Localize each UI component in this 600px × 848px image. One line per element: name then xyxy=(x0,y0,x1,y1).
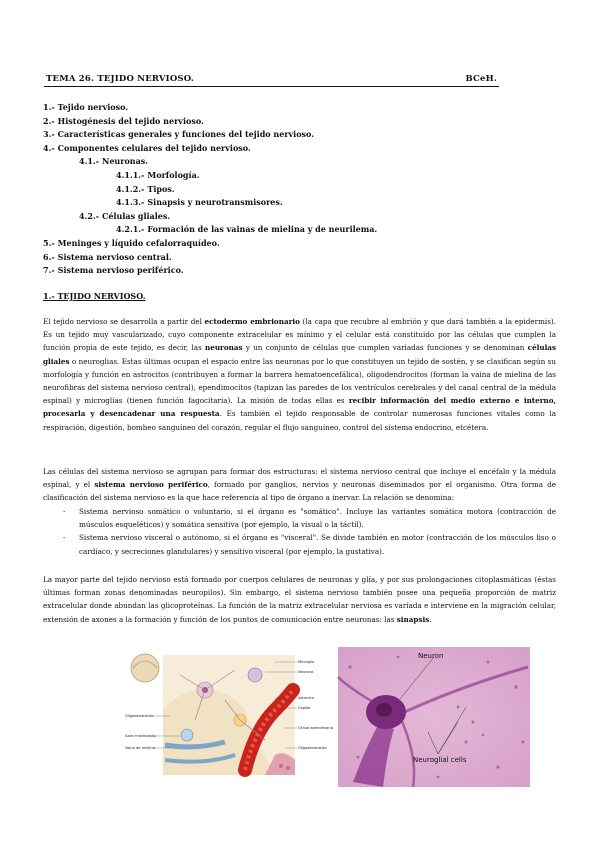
label-vaina-mielina: Vaina de mielina xyxy=(125,746,155,750)
toc-item: 4.1.- Neuronas. xyxy=(79,156,149,167)
label-neurona: Neurona xyxy=(298,670,314,674)
toc-item: 4.1.3.- Sinapsis y neurotransmisores. xyxy=(116,197,283,208)
paragraph-3: La mayor parte del tejido nervioso está formado por cuerpos celulares de neuronas y glía, y por sus prolongaciones citoplasmáticas (éstas últimas forman zonas denominadas neuropilos). Sin embargo, el sistema nervioso también posee una pequeña proporción de matriz extracelular donde abundan las glicoproteínas. La función de la matriz extracelular nerviosa es variada e interviene en la migración celular, extensión de axones a la formación y función de los puntos de comunicación entre neuronas: las sinapsis. xyxy=(43,575,556,624)
toc-item: 1.- Tejido nervioso. xyxy=(43,102,129,112)
paragraph-1: El tejido nervioso se desarrolla a partir del ectodermo embrionario (la capa que recubre al embrión y que dará también a la epidermis). Es un tejido muy vascularizado, cuyo componente extracelular es mínimo y el celular está constituido por las células que cumplen la función propia de este tejido, es decir, las neuronas y un conjunto de células que cumplen variadas funciones y se denominan células gliales o neuroglias. Estas últimas ocupan el espacio entre las neuronas por lo que constituyen un tejido de sostén, y se clasifican según su morfología y función en astrocitos (contribuyen a formar la barrera hematoencefálica), oligodendrocitos (forman la vaina de mielina de las neurofibras del sistema nervioso central), ependimocitos (tapizan las paredes de los ventrículos cerebrales y del canal central de la médula espinal) y microglías (tienen función fagocitaria). La misión de todas ellas es recibir información del medio externo e interno, procesarla y desencadenar una respuesta. Es también el tejido responsable de controlar numerosas funciones vitales como la respiración, digestión, bombeo sanguíneo del corazón, regular el flujo sanguíneo, control del sistema endocrino, etcétera. xyxy=(43,317,557,432)
brain-inset-icon xyxy=(131,654,159,682)
toc-item: 4.1.2.- Tipos. xyxy=(116,183,175,194)
nervous-tissue-illustration xyxy=(125,650,333,780)
label-axon-mielinizado: Axón mielinizado xyxy=(125,734,156,738)
toc-item: 2.- Histogénesis del tejido nervioso. xyxy=(43,115,204,126)
header-title: TEMA 26. TEJIDO NERVIOSO. xyxy=(46,74,195,84)
toc-item: 4.2.- Células gliales. xyxy=(79,210,171,221)
toc-item: 7.- Sistema nervioso periférico. xyxy=(43,265,184,276)
bullet-list xyxy=(43,505,556,558)
toc-item: 5.- Meninges y líquido cefalorraquídeo. xyxy=(43,237,220,248)
paragraph-2: Las células del sistema nervioso se agrupan para formar dos estructuras: el sistema nervioso central que incluye el encéfalo y la médula espinal, y el sistema nervioso periférico, formado por ganglios, nervios y neuronas diseminados por el organismo. Otra forma de clasificación del sistema nervioso es la que hace referencia al tipo de órgano a inervar. La relación se denomina: xyxy=(43,467,556,503)
label-celula-ependimaria: Célula ependimaria xyxy=(298,726,333,730)
table-of-contents xyxy=(43,101,543,278)
section-title: 1.- TEJIDO NERVIOSO. xyxy=(43,291,146,301)
label-neuron: Neuron xyxy=(418,652,444,660)
label-astrocito: Astrocito xyxy=(298,696,314,700)
label-neuroglial-cells: Neuroglial cells xyxy=(413,756,467,764)
toc-item: 4.1.1.- Morfología. xyxy=(116,169,200,180)
label-oligodendrocito-right: Oligodendrocito xyxy=(298,746,327,750)
toc-item: 3.- Características generales y funciones del tejido nervioso. xyxy=(43,129,315,140)
label-microglia: Microglía xyxy=(298,660,315,664)
label-capilar: Capilar xyxy=(298,706,311,710)
toc-item: 6.- Sistema nervioso central. xyxy=(43,251,172,262)
list-item: - Sistema nervioso visceral o autónomo, si el órgano es "visceral". Se divide también en motor (contracción de los músculos liso o cardíaco, y secreciones glandulares) y sensitivo visceral (por ejemplo, la gustativa). xyxy=(63,533,556,556)
toc-item: 4.- Componentes celulares del tejido nervioso. xyxy=(43,142,251,153)
toc-item: 4.2.1.- Formación de las vainas de mielina y de neurilema. xyxy=(116,224,378,235)
list-item: - Sistema nervioso somático o voluntario, si el órgano es "somático". Incluye las variantes somática motora (contracción de músculos esqueléticos) y somática sensitiva (por ejemplo, la visual o la táctil). xyxy=(63,507,556,530)
oligodendrocyte-shape xyxy=(181,729,193,741)
label-oligodendrocito-left: Oligodendrocito xyxy=(125,714,154,718)
header-author: BCeH. xyxy=(465,74,497,84)
neuron-micrograph xyxy=(338,647,530,787)
page-header xyxy=(44,74,499,87)
